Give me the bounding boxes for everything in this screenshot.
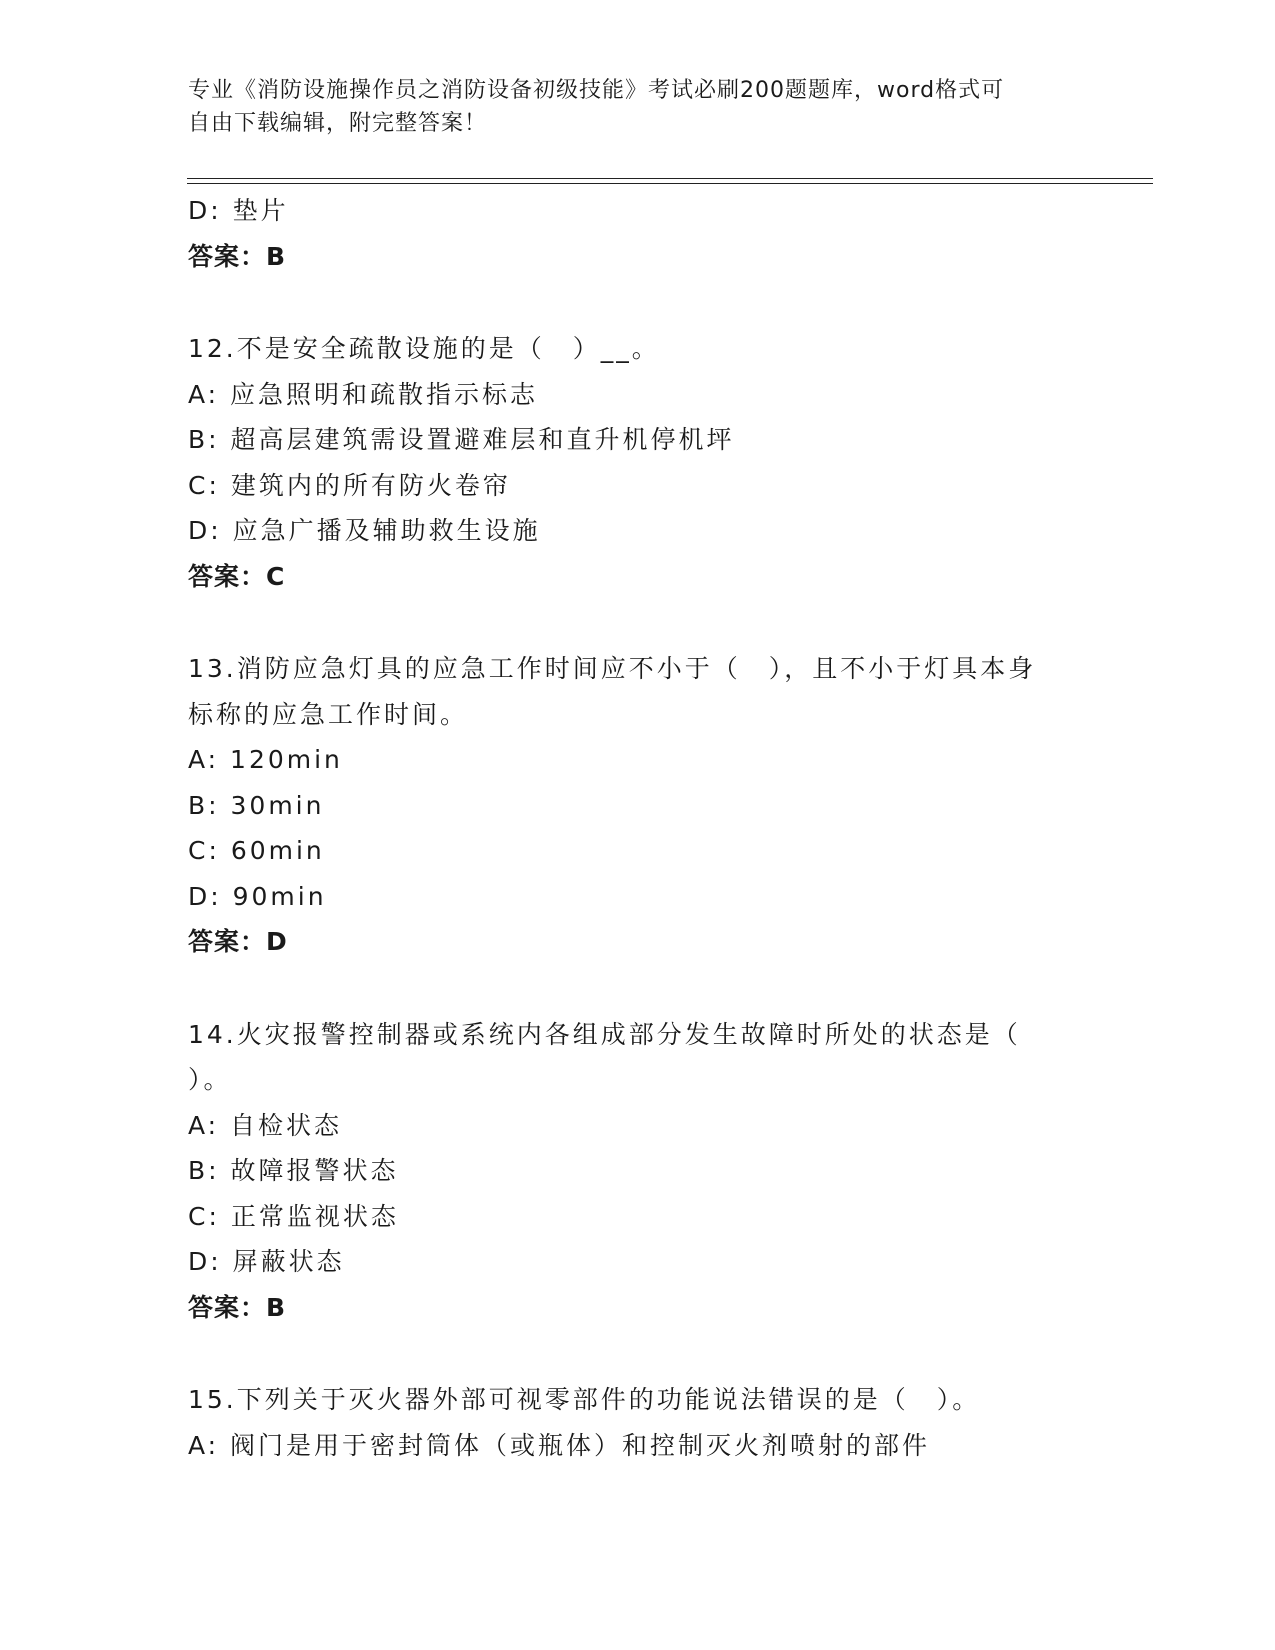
question-11-answer: 答案：B bbox=[188, 241, 287, 271]
header-divider-bottom bbox=[187, 183, 1153, 184]
header-divider-top bbox=[187, 178, 1153, 179]
option-c: C: 正常监视状态 bbox=[188, 1201, 399, 1231]
question-stem-continued: ）。 bbox=[188, 1065, 232, 1094]
document-header bbox=[188, 74, 1088, 140]
option-b: B: 超高层建筑需设置避难层和直升机停机坪 bbox=[188, 425, 735, 454]
option-a: A: 自检状态 bbox=[188, 1110, 343, 1140]
option-c: C: 建筑内的所有防火卷帘 bbox=[188, 470, 511, 500]
answer: 答案：B bbox=[188, 1292, 287, 1322]
option-d: D: 屏蔽状态 bbox=[188, 1247, 345, 1276]
spacer bbox=[188, 279, 1148, 326]
question-stem-continued: 标称的应急工作时间。 bbox=[188, 699, 469, 729]
question-list bbox=[188, 188, 1148, 1468]
question-stem: 15.下列关于灭火器外部可视零部件的功能说法错误的是（ ）。 bbox=[188, 1385, 981, 1414]
spacer bbox=[188, 1330, 1148, 1377]
option-b: B: 故障报警状态 bbox=[188, 1156, 399, 1185]
option-c: C: 60min bbox=[188, 836, 325, 865]
spacer bbox=[188, 599, 1148, 646]
answer: 答案：D bbox=[188, 927, 288, 956]
header-title-line-1: 专业《消防设施操作员之消防设备初级技能》考试必刷200题题库，word格式可 bbox=[188, 78, 1005, 103]
question-14 bbox=[188, 1012, 1148, 1331]
option-d: D: 应急广播及辅助救生设施 bbox=[188, 516, 541, 545]
question-stem: 12.不是安全疏散设施的是（ ）__。 bbox=[188, 334, 660, 363]
option-d: D: 90min bbox=[188, 881, 327, 911]
option-a: A: 应急照明和疏散指示标志 bbox=[188, 379, 539, 409]
option-a: A: 阀门是用于密封筒体（或瓶体）和控制灭火剂喷射的部件 bbox=[188, 1430, 931, 1460]
question-12 bbox=[188, 326, 1148, 599]
header-title-line-2: 自由下载编辑，附完整答案！ bbox=[188, 111, 488, 136]
question-stem: 13.消防应急灯具的应急工作时间应不小于（ ），且不小于灯具本身 bbox=[188, 654, 1037, 683]
option-b: B: 30min bbox=[188, 790, 325, 820]
option-a: A: 120min bbox=[188, 745, 343, 774]
spacer bbox=[188, 965, 1148, 1012]
question-stem: 14.火灾报警控制器或系统内各组成部分发生故障时所处的状态是（ bbox=[188, 1019, 1021, 1049]
question-13 bbox=[188, 646, 1148, 965]
answer: 答案：C bbox=[188, 561, 286, 591]
question-15 bbox=[188, 1377, 1148, 1468]
question-11-option-d: D: 垫片 bbox=[188, 196, 289, 225]
